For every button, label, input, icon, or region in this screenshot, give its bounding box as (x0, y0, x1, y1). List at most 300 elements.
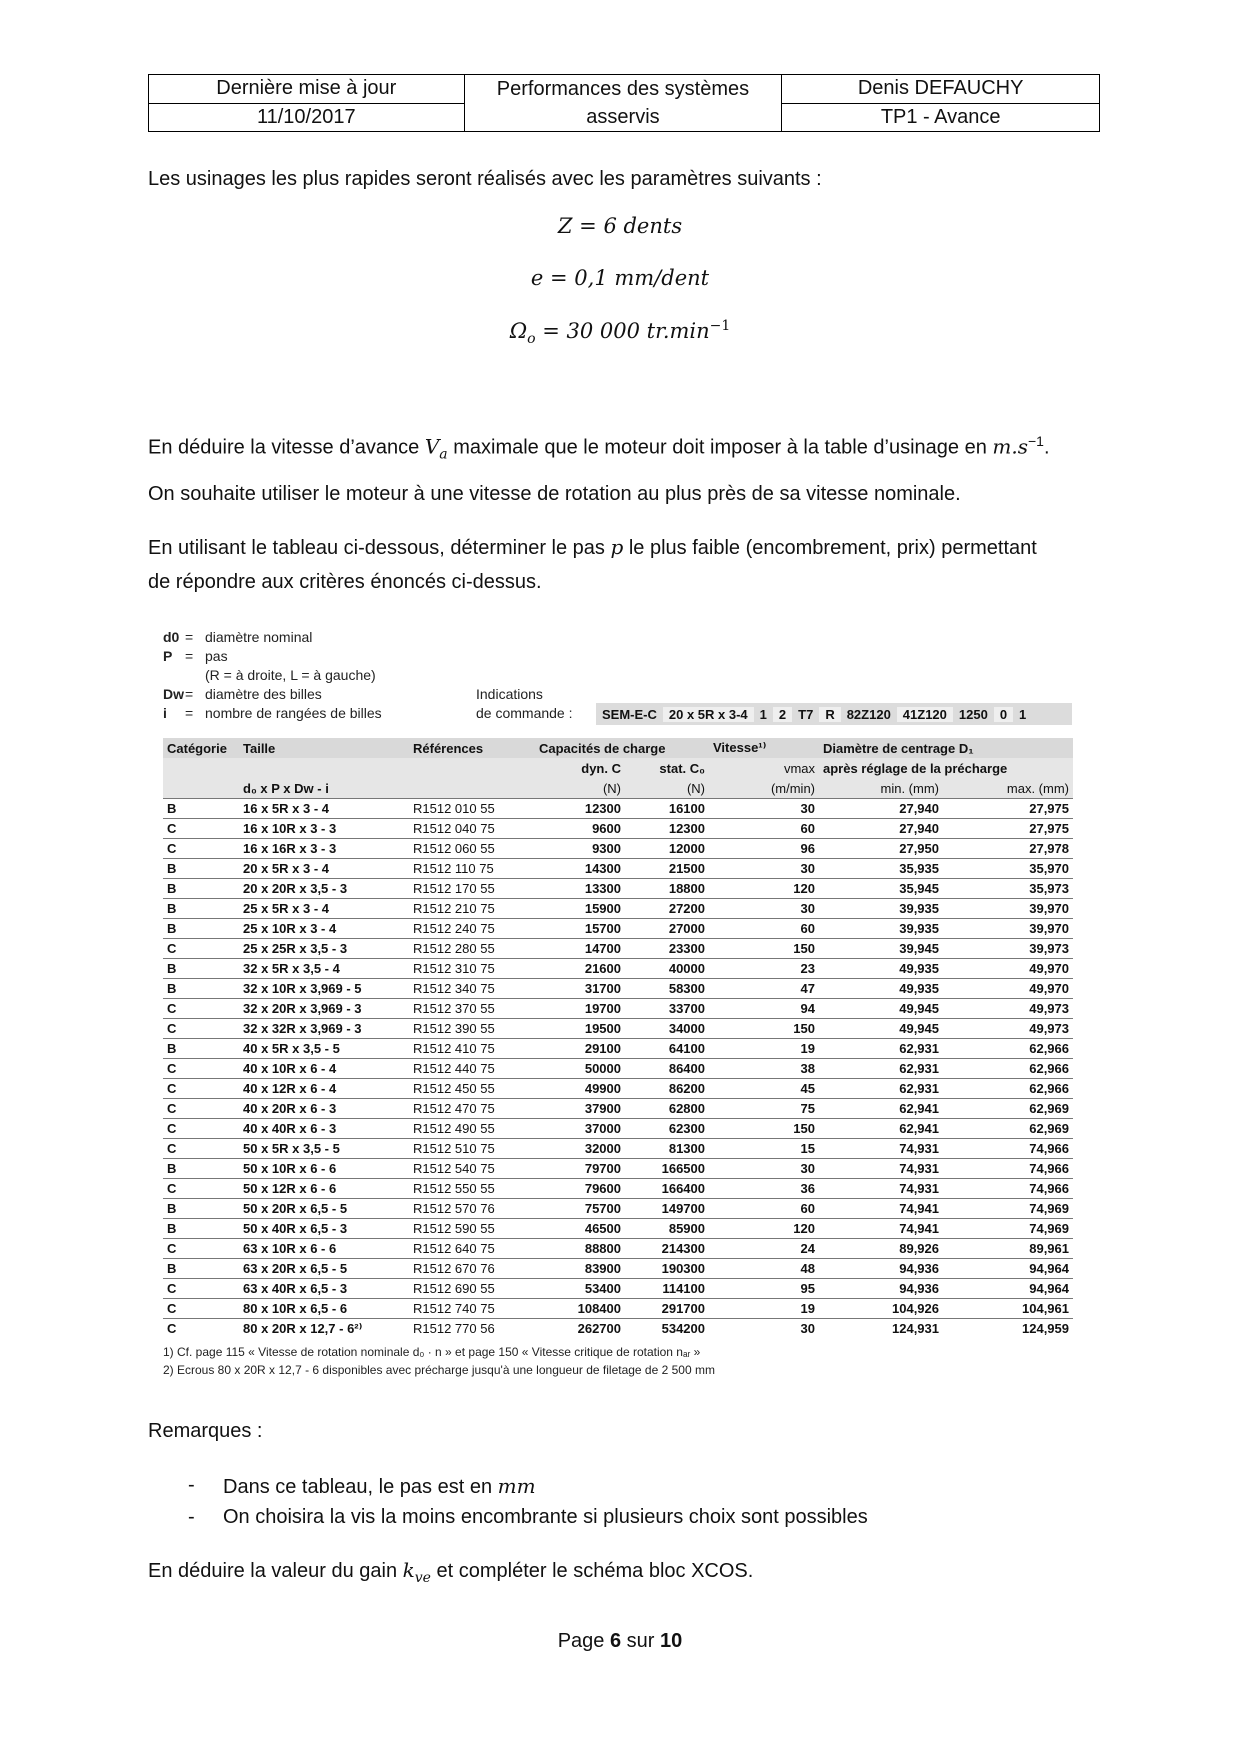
table-cell: 19500 (535, 1019, 625, 1039)
table-cell: R1512 240 75 (409, 919, 535, 939)
table-cell: 9600 (535, 819, 625, 839)
table-row (163, 1199, 1073, 1219)
col-categorie: Catégorie (163, 738, 239, 758)
table-cell: 12300 (625, 819, 709, 839)
table-cell: 74,966 (943, 1159, 1073, 1179)
table-row (163, 1219, 1073, 1239)
table-cell: 27,978 (943, 839, 1073, 859)
table-cell: 40 x 12R x 6 - 4 (239, 1079, 409, 1099)
table-cell: 21500 (625, 859, 709, 879)
table-cell: 50 x 10R x 6 - 6 (239, 1159, 409, 1179)
table-cell: R1512 490 55 (409, 1119, 535, 1139)
table-row (163, 1159, 1073, 1179)
table-cell: 58300 (625, 979, 709, 999)
order-code-bar (596, 703, 1072, 725)
table-cell: R1512 670 76 (409, 1259, 535, 1279)
table-cell: R1512 450 55 (409, 1079, 535, 1099)
table-cell: 16 x 5R x 3 - 4 (239, 799, 409, 819)
omega-symbol: Ω (509, 319, 528, 343)
table-cell: 27,940 (819, 799, 943, 819)
table-cell: 62,969 (943, 1099, 1073, 1119)
table-cell: 33700 (625, 999, 709, 1019)
table-row (163, 839, 1073, 859)
table-cell: 79700 (535, 1159, 625, 1179)
table-row (163, 959, 1073, 979)
table-body (163, 799, 1073, 1339)
table-cell: 15900 (535, 899, 625, 919)
table-row (163, 939, 1073, 959)
table-cell: 32 x 32R x 3,969 - 3 (239, 1019, 409, 1039)
omega-sub: o (527, 331, 536, 348)
table-cell: 25 x 5R x 3 - 4 (239, 899, 409, 919)
table-cell: C (163, 999, 239, 1019)
table-row (163, 1099, 1073, 1119)
col-taille-format: d₀ x P x Dw - i (239, 778, 409, 799)
table-cell: 190300 (625, 1259, 709, 1279)
table-cell: 19 (709, 1039, 819, 1059)
q1-var: V (424, 434, 440, 459)
table-row (163, 819, 1073, 839)
q1-exp: −1 (1028, 433, 1044, 449)
table-cell: 30 (709, 899, 819, 919)
table-cell: 40 x 40R x 6 - 3 (239, 1119, 409, 1139)
order-part: 1250 (958, 706, 988, 722)
col-vitesse: Vitesse¹⁾ (709, 738, 819, 758)
q1-pre: En déduire la vitesse d’avance (148, 436, 425, 459)
bullet-dash: - (188, 1474, 195, 1496)
table-cell: 23 (709, 959, 819, 979)
table-cell: 89,926 (819, 1239, 943, 1259)
table-cell: 149700 (625, 1199, 709, 1219)
table-cell: 94,964 (943, 1259, 1073, 1279)
header-table (148, 74, 1100, 132)
table-cell: B (163, 1199, 239, 1219)
table-cell: 49900 (535, 1079, 625, 1099)
table-cell: 150 (709, 1019, 819, 1039)
table-cell: 94 (709, 999, 819, 1019)
table-row (163, 1259, 1073, 1279)
q1-end: . (1043, 436, 1050, 459)
omega-exp: −1 (709, 318, 731, 334)
table-row (163, 1299, 1073, 1319)
table-cell: 49,973 (943, 999, 1073, 1019)
table-row (163, 1139, 1073, 1159)
table-cell: 60 (709, 819, 819, 839)
table-cell: 64100 (625, 1039, 709, 1059)
page-number: 6 (609, 1630, 622, 1652)
q3-var: p (610, 535, 624, 559)
table-row (163, 919, 1073, 939)
ball-screw-table (163, 738, 1073, 1338)
table-cell: 49,973 (943, 1019, 1073, 1039)
table-cell: C (163, 1299, 239, 1319)
table-cell: 39,970 (943, 919, 1073, 939)
document-title (464, 75, 782, 132)
question-vitesse-nominale: On souhaite utiliser le moteur à une vitesse de rotation au plus près de sa vitesse nominale. (148, 483, 961, 505)
col-max: max. (mm) (943, 778, 1073, 799)
table-cell: R1512 410 75 (409, 1039, 535, 1059)
table-row (163, 1039, 1073, 1059)
table-cell: C (163, 1119, 239, 1139)
col-min: min. (mm) (819, 778, 943, 799)
order-part: 82Z120 (846, 706, 891, 722)
legend-row: d0 = diamètre nominal (163, 629, 313, 645)
table-cell: 291700 (625, 1299, 709, 1319)
table-cell: 12300 (535, 799, 625, 819)
table-cell: 34000 (625, 1019, 709, 1039)
table-cell: C (163, 1279, 239, 1299)
table-cell: C (163, 939, 239, 959)
table-cell: 49,945 (819, 999, 943, 1019)
order-part: 2 (773, 707, 792, 722)
table-cell: 21600 (535, 959, 625, 979)
table-cell: 37900 (535, 1099, 625, 1119)
order-part: 0 (994, 707, 1013, 722)
table-cell: R1512 010 55 (409, 799, 535, 819)
table-cell: R1512 340 75 (409, 979, 535, 999)
table-cell: 32000 (535, 1139, 625, 1159)
table-cell: R1512 310 75 (409, 959, 535, 979)
table-cell: 19700 (535, 999, 625, 1019)
table-cell: R1512 170 55 (409, 879, 535, 899)
table-cell: 23300 (625, 939, 709, 959)
table-cell: R1512 740 75 (409, 1299, 535, 1319)
table-cell: 75 (709, 1099, 819, 1119)
table-cell: C (163, 1059, 239, 1079)
table-cell: 104,961 (943, 1299, 1073, 1319)
table-cell: 86200 (625, 1079, 709, 1099)
table-cell: 18800 (625, 879, 709, 899)
table-cell: 40 x 5R x 3,5 - 5 (239, 1039, 409, 1059)
table-cell: 62,966 (943, 1059, 1073, 1079)
table-cell: 39,970 (943, 899, 1073, 919)
table-cell: 62,941 (819, 1119, 943, 1139)
table-cell: 124,931 (819, 1319, 943, 1339)
table-cell: 74,931 (819, 1139, 943, 1159)
table-cell: 35,935 (819, 859, 943, 879)
table-cell: C (163, 1079, 239, 1099)
table-cell: 79600 (535, 1179, 625, 1199)
col-capacites: Capacités de charge (535, 738, 709, 758)
legend-row: i = nombre de rangées de billes (163, 705, 382, 721)
table-cell: 534200 (625, 1319, 709, 1339)
table-row (163, 1239, 1073, 1259)
table-cell: 50 x 20R x 6,5 - 5 (239, 1199, 409, 1219)
table-cell: 25 x 25R x 3,5 - 3 (239, 939, 409, 959)
table-cell: 40 x 10R x 6 - 4 (239, 1059, 409, 1079)
table-row (163, 859, 1073, 879)
table-cell: 166400 (625, 1179, 709, 1199)
unit-mmin: (m/min) (709, 778, 819, 799)
legend-row: P = pas (163, 648, 228, 664)
table-cell: C (163, 839, 239, 859)
table-cell: B (163, 959, 239, 979)
table-cell: 62300 (625, 1119, 709, 1139)
update-date: 11/10/2017 (149, 103, 465, 132)
table-row (163, 799, 1073, 819)
table-cell: 94,936 (819, 1279, 943, 1299)
table-row (163, 999, 1073, 1019)
table-cell: 14700 (535, 939, 625, 959)
table-cell: 9300 (535, 839, 625, 859)
table-cell: R1512 040 75 (409, 819, 535, 839)
table-cell: 39,935 (819, 899, 943, 919)
table-cell: 50 x 12R x 6 - 6 (239, 1179, 409, 1199)
table-cell: 85900 (625, 1219, 709, 1239)
table-cell: 20 x 5R x 3 - 4 (239, 859, 409, 879)
footnote: 2) Ecrous 80 x 20R x 12,7 - 6 disponibles avec précharge jusqu'à une longueur de filetage de 2 500 mm (163, 1363, 715, 1377)
table-cell: C (163, 1019, 239, 1039)
table-cell: 35,945 (819, 879, 943, 899)
page-footer: Page 6 sur 10 (557, 1630, 683, 1652)
table-cell: 39,935 (819, 919, 943, 939)
table-cell: 94,964 (943, 1279, 1073, 1299)
q3-line2: de répondre aux critères énoncés ci-dessus. (148, 571, 542, 593)
order-part: SEM-E-C (602, 706, 657, 722)
table-cell: 40000 (625, 959, 709, 979)
table-cell: 30 (709, 799, 819, 819)
table-cell: 74,966 (943, 1179, 1073, 1199)
table-cell: 62,966 (943, 1079, 1073, 1099)
table-cell: R1512 590 55 (409, 1219, 535, 1239)
table-cell: 15 (709, 1139, 819, 1159)
table-cell: 32 x 20R x 3,969 - 3 (239, 999, 409, 1019)
table-cell: 89,961 (943, 1239, 1073, 1259)
table-cell: 80 x 20R x 12,7 - 6²⁾ (239, 1319, 409, 1339)
q1-unit: m.s (992, 434, 1028, 459)
order-label: Indications de commande : (476, 686, 573, 721)
table-cell: B (163, 799, 239, 819)
table-cell: 27000 (625, 919, 709, 939)
table-cell: 19 (709, 1299, 819, 1319)
table-cell: 12000 (625, 839, 709, 859)
unit-n2: (N) (625, 778, 709, 799)
table-cell: B (163, 919, 239, 939)
table-cell: 32 x 5R x 3,5 - 4 (239, 959, 409, 979)
table-cell: 29100 (535, 1039, 625, 1059)
col-dyn: dyn. C (535, 758, 625, 778)
table-cell: C (163, 1319, 239, 1339)
tp-label: TP1 - Avance (782, 103, 1100, 132)
table-cell: 150 (709, 1119, 819, 1139)
table-cell: C (163, 1099, 239, 1119)
table-cell: 49,935 (819, 959, 943, 979)
table-cell: R1512 370 55 (409, 999, 535, 1019)
table-cell: 32 x 10R x 3,969 - 5 (239, 979, 409, 999)
table-cell: 27,940 (819, 819, 943, 839)
table-cell: 50000 (535, 1059, 625, 1079)
table-cell: B (163, 1219, 239, 1239)
table-cell: 120 (709, 1219, 819, 1239)
remark-pas-mm: Dans ce tableau, le pas est en mm (223, 1474, 536, 1498)
question-gain-kve: En déduire la valeur du gain $k_{ve}$ et compléter le schéma bloc XCOS. (148, 1558, 754, 1586)
table-cell: 62,931 (819, 1059, 943, 1079)
table-row (163, 879, 1073, 899)
table-footnotes (163, 1343, 715, 1379)
table-cell: 16 x 16R x 3 - 3 (239, 839, 409, 859)
remark-moins-encombrante: On choisira la vis la moins encombrante si plusieurs choix sont possibles (223, 1506, 868, 1528)
table-row (163, 899, 1073, 919)
unit-n1: (N) (535, 778, 625, 799)
table-cell: B (163, 979, 239, 999)
table-cell: 62,941 (819, 1099, 943, 1119)
table-cell: 45 (709, 1079, 819, 1099)
table-cell: 27,950 (819, 839, 943, 859)
table-cell: C (163, 1179, 239, 1199)
table-row (163, 1079, 1073, 1099)
table-cell: 150 (709, 939, 819, 959)
table-cell: R1512 470 75 (409, 1099, 535, 1119)
formula-z: Z = 6 dents (557, 214, 683, 238)
title-line1: Performances des systèmes (496, 78, 750, 100)
table-cell: B (163, 1039, 239, 1059)
question-pas (148, 530, 1108, 599)
table-cell: 80 x 10R x 6,5 - 6 (239, 1299, 409, 1319)
table-cell: R1512 690 55 (409, 1279, 535, 1299)
table-row (163, 1059, 1073, 1079)
table-cell: 86400 (625, 1059, 709, 1079)
col-taille: Taille (239, 738, 409, 758)
legend-row: (R = à droite, L = à gauche) (205, 667, 376, 683)
table-cell: 104,926 (819, 1299, 943, 1319)
table-row (163, 1019, 1073, 1039)
table-cell: 60 (709, 1199, 819, 1219)
table-cell: R1512 280 55 (409, 939, 535, 959)
col-diametre: Diamètre de centrage D₁ (819, 738, 1073, 758)
q3-pre: En utilisant le tableau ci-dessous, déterminer le pas (148, 537, 611, 559)
table-cell: B (163, 859, 239, 879)
table-cell: 74,969 (943, 1219, 1073, 1239)
table-cell: B (163, 1159, 239, 1179)
table-row (163, 1319, 1073, 1339)
table-cell: 27,975 (943, 819, 1073, 839)
table-cell: 31700 (535, 979, 625, 999)
table-cell: 27,975 (943, 799, 1073, 819)
table-cell: 24 (709, 1239, 819, 1259)
table-cell: 13300 (535, 879, 625, 899)
table-cell: 108400 (535, 1299, 625, 1319)
table-cell: 39,945 (819, 939, 943, 959)
table-cell: R1512 440 75 (409, 1059, 535, 1079)
col-vmax: vmax (709, 758, 819, 778)
table-cell: 63 x 40R x 6,5 - 3 (239, 1279, 409, 1299)
table-cell: 36 (709, 1179, 819, 1199)
omega-rhs: = 30 000 tr.min (535, 319, 710, 343)
table-cell: 35,973 (943, 879, 1073, 899)
table-cell: R1512 540 75 (409, 1159, 535, 1179)
table-cell: 74,931 (819, 1179, 943, 1199)
page-total: 10 (660, 1630, 683, 1652)
table-cell: 14300 (535, 859, 625, 879)
table-cell: R1512 550 55 (409, 1179, 535, 1199)
table-cell: R1512 390 55 (409, 1019, 535, 1039)
order-part: 1 (1019, 706, 1027, 722)
order-part: 41Z120 (897, 707, 953, 722)
table-cell: 120 (709, 879, 819, 899)
legend-row: Dw= diamètre des billes (163, 686, 322, 702)
table-cell: R1512 510 75 (409, 1139, 535, 1159)
table-cell: 30 (709, 1159, 819, 1179)
last-update-label: Dernière mise à jour (149, 75, 465, 104)
order-part: T7 (798, 706, 814, 722)
bullet-dash: - (188, 1506, 195, 1528)
table-cell: 49,945 (819, 1019, 943, 1039)
table-cell: 16100 (625, 799, 709, 819)
q1-post: maximale que le moteur doit imposer à la table d’usinage en (447, 436, 993, 459)
table-cell: 20 x 20R x 3,5 - 3 (239, 879, 409, 899)
table-cell: C (163, 819, 239, 839)
table-cell: 49,935 (819, 979, 943, 999)
table-cell: R1512 770 56 (409, 1319, 535, 1339)
table-cell: B (163, 899, 239, 919)
table-cell: 30 (709, 859, 819, 879)
table-cell: 62,931 (819, 1039, 943, 1059)
table-cell: R1512 110 75 (409, 859, 535, 879)
table-cell: 40 x 20R x 6 - 3 (239, 1099, 409, 1119)
table-row (163, 1119, 1073, 1139)
table-cell: 75700 (535, 1199, 625, 1219)
table-cell: 15700 (535, 919, 625, 939)
table-cell: 46500 (535, 1219, 625, 1239)
table-cell: 63 x 20R x 6,5 - 5 (239, 1259, 409, 1279)
table-cell: 166500 (625, 1159, 709, 1179)
table-cell: 47 (709, 979, 819, 999)
formula-e: e = 0,1 mm/dent (530, 266, 710, 290)
col-stat: stat. C₀ (625, 758, 709, 778)
table-cell: 94,936 (819, 1259, 943, 1279)
order-part: 20 x 5R x 3-4 (663, 707, 754, 722)
table-cell: 27200 (625, 899, 709, 919)
table-cell: 74,969 (943, 1199, 1073, 1219)
table-row (163, 979, 1073, 999)
table-cell: 25 x 10R x 3 - 4 (239, 919, 409, 939)
table-cell: 124,959 (943, 1319, 1073, 1339)
formula-omega (0, 318, 1240, 347)
table-cell: 62,966 (943, 1039, 1073, 1059)
table-cell: R1512 210 75 (409, 899, 535, 919)
remarques-title: Remarques : (148, 1420, 263, 1442)
table-cell: 38 (709, 1059, 819, 1079)
col-diam2: après réglage de la précharge (819, 758, 1073, 778)
table-cell: 74,941 (819, 1219, 943, 1239)
q1-sub: a (439, 446, 448, 463)
table-cell: C (163, 1239, 239, 1259)
table-cell: 37000 (535, 1119, 625, 1139)
table-row (163, 1179, 1073, 1199)
table-cell: 50 x 5R x 3,5 - 5 (239, 1139, 409, 1159)
table-cell: 62,931 (819, 1079, 943, 1099)
table-cell: 95 (709, 1279, 819, 1299)
order-part: 1 (759, 706, 767, 722)
table-cell: 50 x 40R x 6,5 - 3 (239, 1219, 409, 1239)
table-cell: 60 (709, 919, 819, 939)
table-cell: 35,970 (943, 859, 1073, 879)
table-cell: 262700 (535, 1319, 625, 1339)
table-cell: 62,969 (943, 1119, 1073, 1139)
table-cell: 81300 (625, 1139, 709, 1159)
table-cell: 49,970 (943, 979, 1073, 999)
table-cell: 62800 (625, 1099, 709, 1119)
table-cell: R1512 640 75 (409, 1239, 535, 1259)
col-references: Références (409, 738, 535, 758)
table-cell: 88800 (535, 1239, 625, 1259)
catalogue-legend (163, 628, 382, 723)
table-cell: B (163, 879, 239, 899)
author: Denis DEFAUCHY (782, 75, 1100, 104)
table-cell: 48 (709, 1259, 819, 1279)
intro-text: Les usinages les plus rapides seront réalisés avec les paramètres suivants : (148, 168, 822, 190)
table-cell: C (163, 1139, 239, 1159)
